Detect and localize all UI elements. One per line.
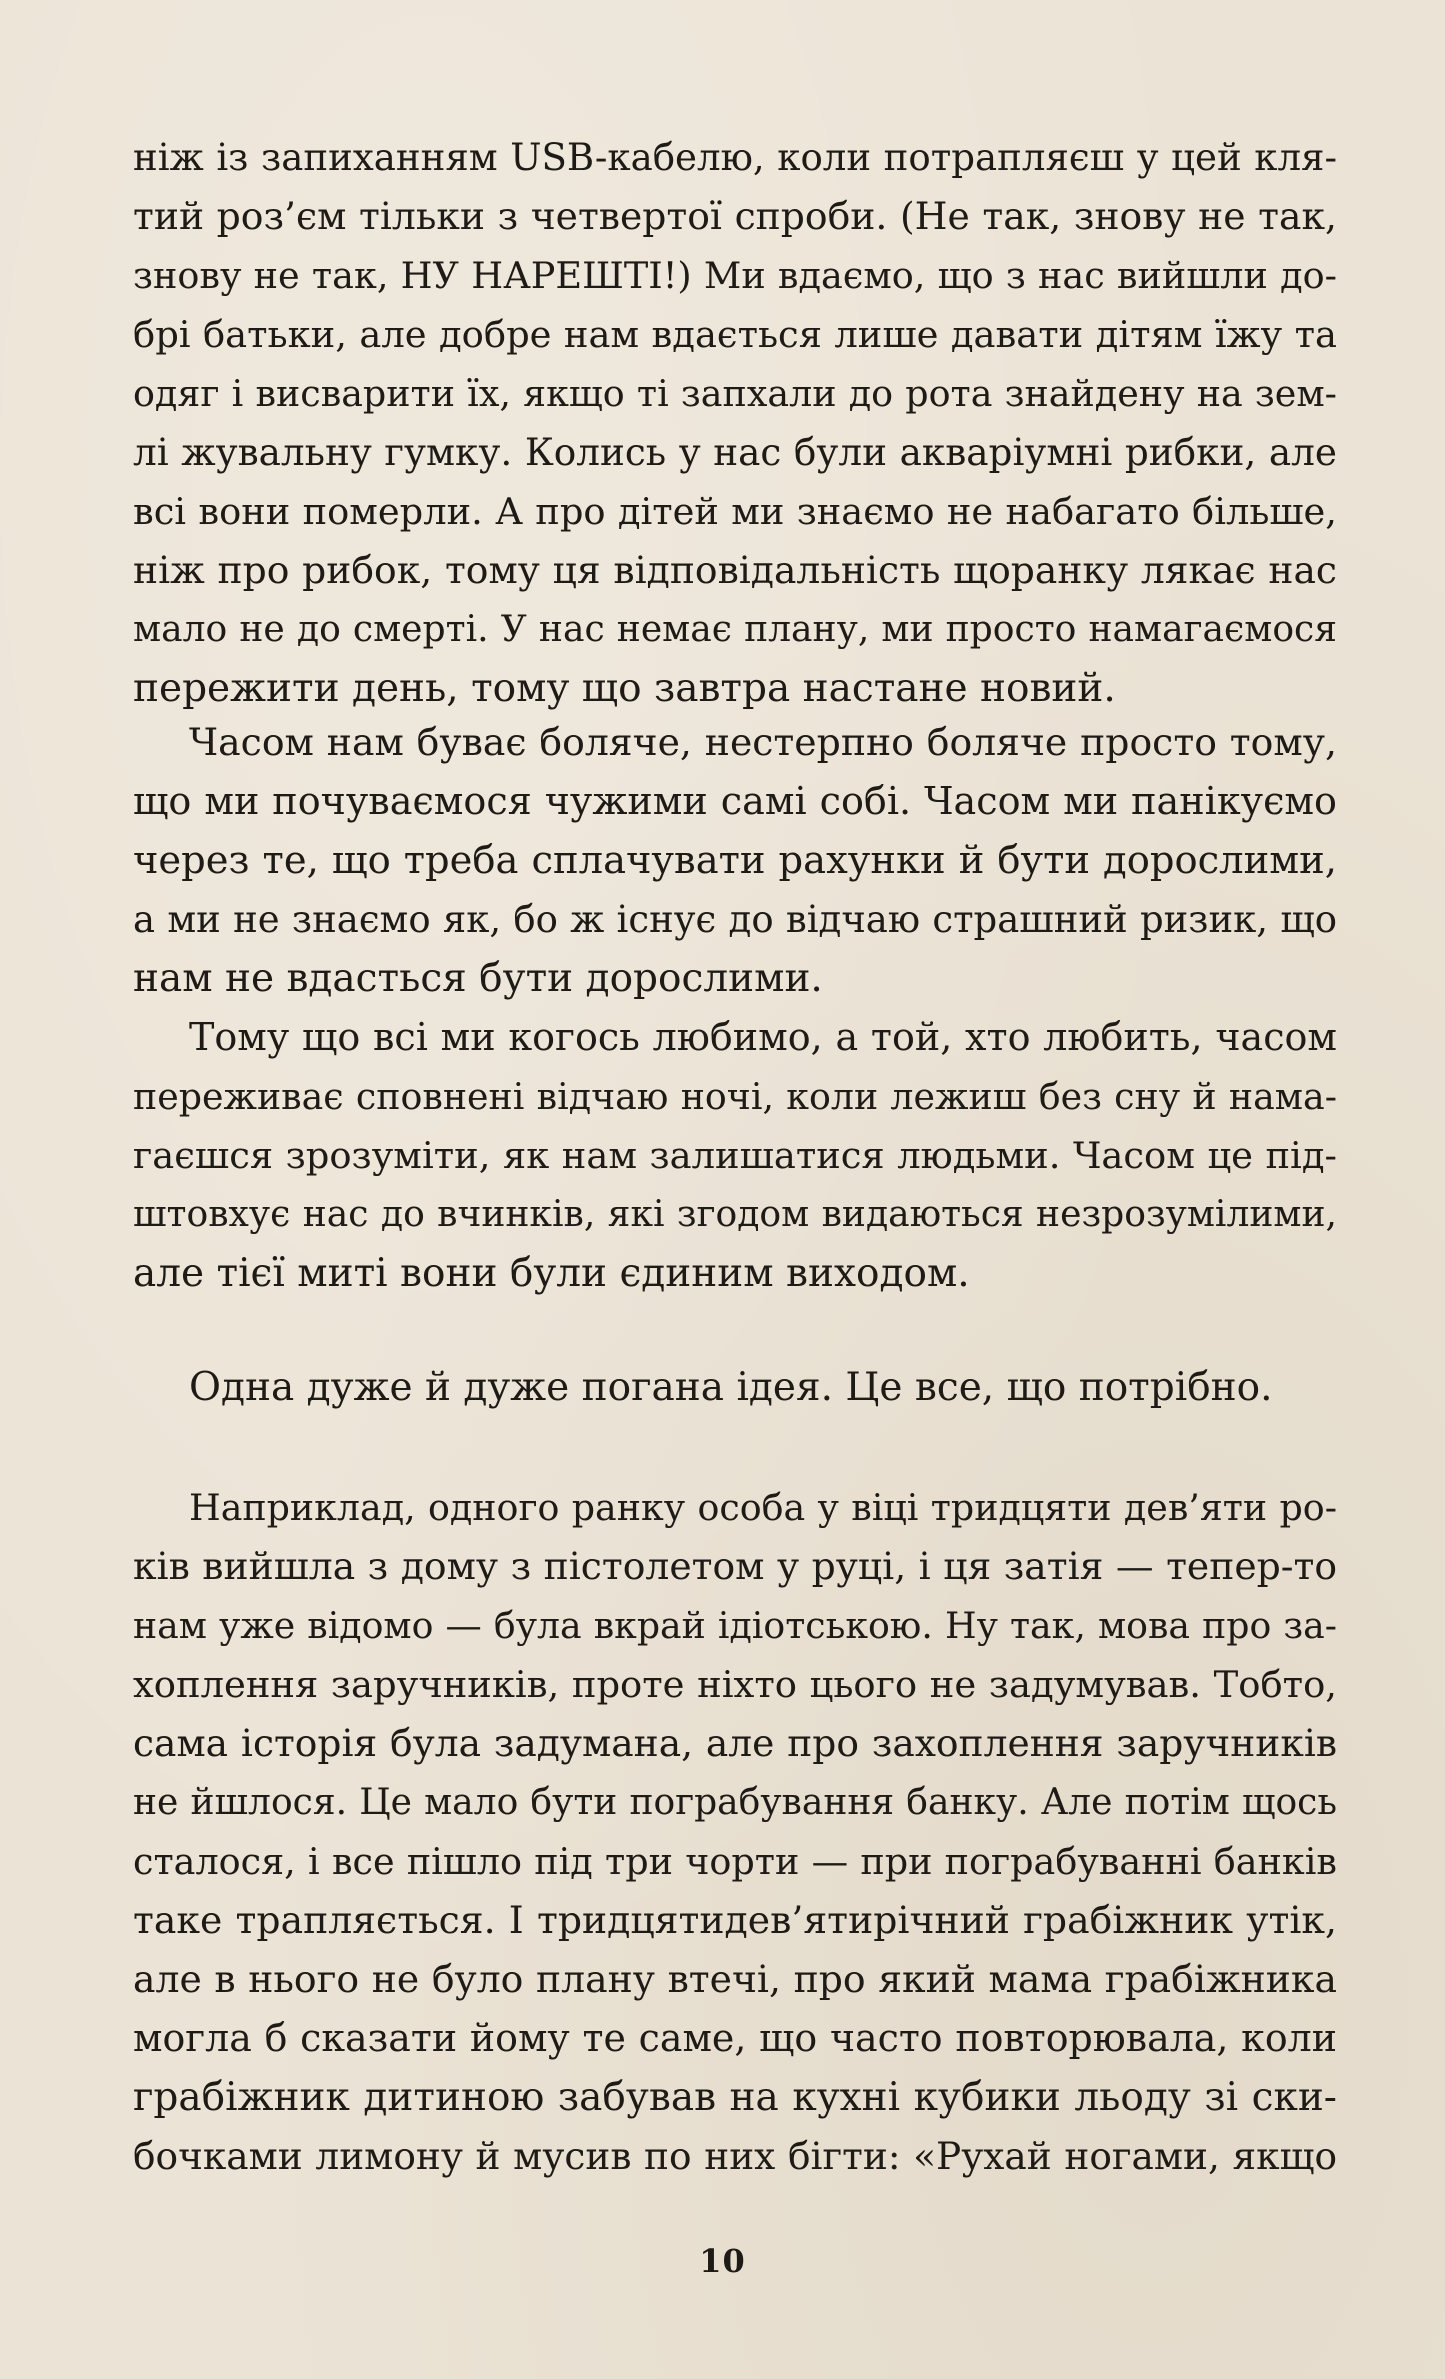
text-line: тий роз’єм тільки з четвертої спроби. (Не так, знову не так,: [133, 194, 1337, 238]
text-line: брі батьки, але добре нам вдається лише давати дітям їжу та: [133, 313, 1337, 356]
text-line: нам уже відомо — була вкрай ідіотською. Ну так, мова про за-: [133, 1604, 1337, 1647]
text-line: таке трапляється. І тридцятидев’ятирічний грабіжник утік,: [133, 1898, 1337, 1942]
paragraph-5: [133, 1478, 1337, 2186]
text-line: бочками лимону й мусив по них бігти: «Рухай ногами, якщо: [133, 2134, 1337, 2178]
text-line: грабіжник дитиною забував на кухні кубики льоду зі ски-: [133, 2075, 1337, 2120]
text-line: сама історія була задумана, але про захоплення заручників: [133, 1721, 1337, 1765]
text-line: ніж про рибок, тому ця відповідальність щоранку лякає нас: [133, 548, 1337, 592]
text-line: хоплення заручників, проте ніхто цього не задумував. Тобто,: [133, 1663, 1337, 1706]
text-line: ніж із запиханням USB-кабелю, коли потрапляєш у цей кля-: [133, 136, 1337, 179]
text-line: через те, що треба сплачувати рахунки й бути дорослими,: [133, 838, 1337, 883]
text-line: Часом нам буває боляче, нестерпно боляче просто тому,: [189, 720, 1337, 764]
text-line: ків вийшла з дому з пістолетом у руці, і ця затія — тепер-то: [133, 1544, 1337, 1588]
text-line: пережити день, тому що завтра настане новий.: [133, 666, 1116, 711]
paragraph-3: [133, 1008, 1337, 1303]
text-line: лі жувальну гумку. Колись у нас були акваріумні рибки, але: [133, 430, 1337, 474]
paragraph-4: [133, 1358, 1337, 1417]
text-line: нам не вдасться бути дорослими.: [133, 956, 823, 1001]
text-line: всі вони померли. А про дітей ми знаємо не набагато більше,: [133, 490, 1337, 533]
text-line: штовхує нас до вчинків, які згодом видаються незрозумілими,: [133, 1193, 1337, 1235]
text-line: не йшлося. Це мало бути пограбування банку. Але потім щось: [133, 1781, 1337, 1823]
text-line: одяг і висварити їх, якщо ті запхали до рота знайдену на зем-: [133, 372, 1337, 415]
paragraph-1: [133, 128, 1337, 718]
page-number: 10: [699, 2242, 746, 2280]
text-line: могла б сказати йому те саме, що часто повторювала, коли: [133, 2016, 1337, 2060]
text-line: гаєшся зрозуміти, як нам залишатися людьми. Часом це під-: [133, 1134, 1337, 1177]
text-line: переживає сповнені відчаю ночі, коли лежиш без сну й нама-: [133, 1075, 1337, 1118]
text-line: Одна дуже й дуже погана ідея. Це все, що потрібно.: [189, 1365, 1273, 1410]
text-line: Наприклад, одного ранку особа у віці тридцяти дев’яти ро-: [189, 1486, 1337, 1529]
text-line: але тієї миті вони були єдиним виходом.: [133, 1251, 970, 1296]
text-line: знову не так, НУ НАРЕШТІ!) Ми вдаємо, що з нас вийшли до-: [133, 254, 1337, 297]
text-line: що ми почуваємося чужими самі собі. Часом ми панікуємо: [133, 779, 1337, 823]
paragraph-2: [133, 713, 1337, 1008]
text-line: а ми не знаємо як, бо ж існує до відчаю страшний ризик, що: [133, 898, 1337, 941]
text-line: сталося, і все пішло під три чорти — при пограбуванні банків: [133, 1840, 1337, 1883]
text-line: але в нього не було плану втечі, про який мама грабіжника: [133, 1957, 1337, 2001]
text-line: мало не до смерті. У нас немає плану, ми просто намагаємося: [133, 608, 1337, 650]
text-line: Тому що всі ми когось любимо, а той, хто любить, часом: [189, 1015, 1337, 1059]
